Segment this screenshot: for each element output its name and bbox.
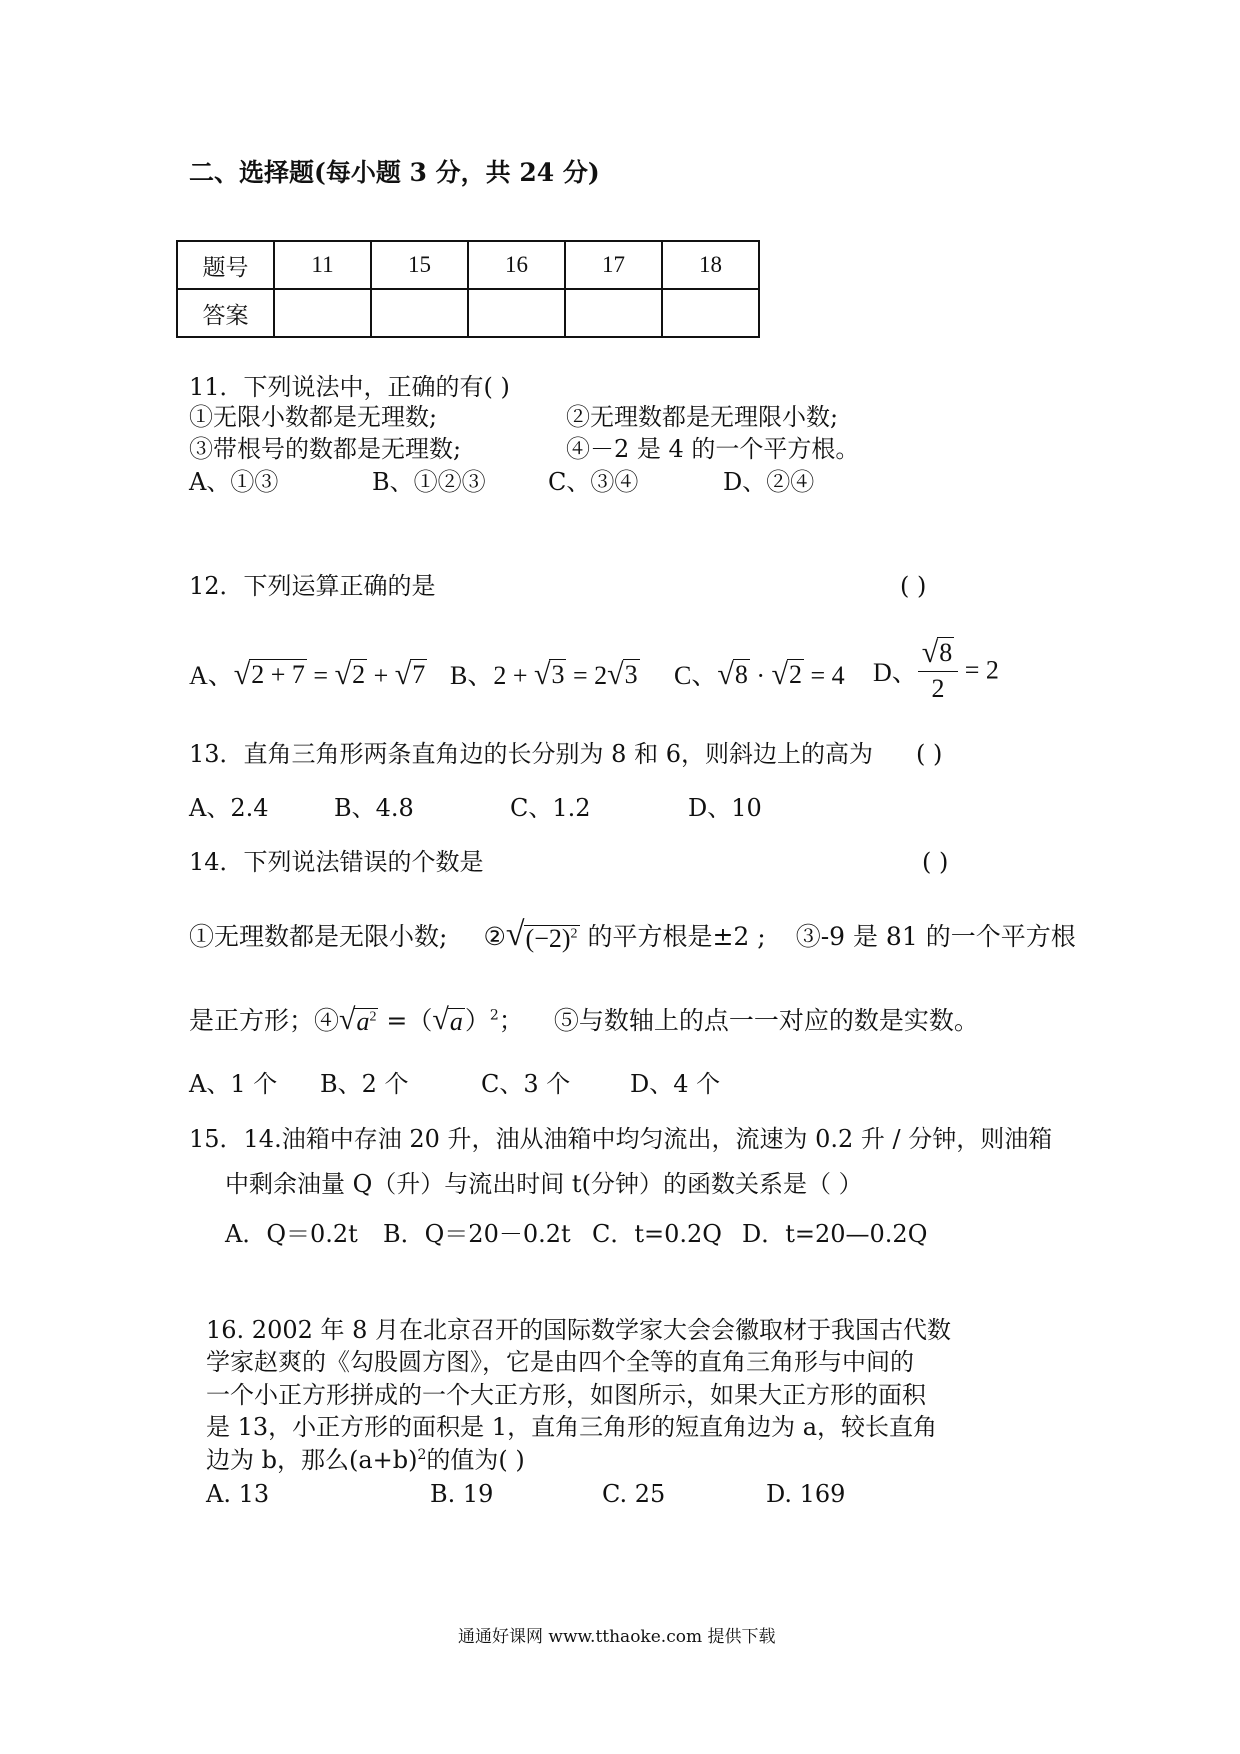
answer-cell[interactable] [565,289,662,337]
q16-line-3: 一个小正方形拼成的一个大正方形，如图所示，如果大正方形的面积 [206,1381,926,1409]
radicand-base: a [356,1007,370,1036]
q14-line-2-start: 是正方形；④ [189,1006,340,1035]
radicand: 7 [412,660,426,689]
radicand-base: (−2) [525,924,571,953]
q14-equals-paren: =（ [378,1006,433,1035]
option-label: C、 [674,661,718,690]
q15-line-1: 15．14.油箱中存油 20 升，油从油箱中均匀流出，流速为 0.2 升 / 分钟，则油箱 [189,1125,1053,1153]
q11-option-a: A、①③ [189,468,279,496]
q11-statement-1: ①无限小数都是无理数; [189,403,438,431]
answer-cell[interactable] [274,289,371,337]
radicand [354,1008,378,1035]
option-label: A、 [189,661,234,690]
table-cell: 16 [468,241,565,289]
q13-option-b: B、4.8 [334,794,414,822]
equals-sign: = [306,661,335,690]
q16-line-5-start: 边为 b，那么(a+b) [206,1446,418,1474]
exponent: 2 [570,926,578,942]
exponent: 2 [369,1009,377,1025]
q14-statement-3: ③-9 是 81 的一个平方根 [795,922,1076,951]
radicand: 8 [734,660,748,689]
q16-line-4: 是 13，小正方形的面积是 1，直角三角形的短直角边为 a，较长直角 [206,1413,938,1441]
q11-option-b: B、①②③ [372,468,486,496]
exponent: 2 [417,1447,427,1463]
q13-option-c: C、1.2 [510,794,591,822]
q11-statement-4: ④－2 是 4 的一个平方根。 [566,435,860,463]
plus-sign: + [367,661,395,690]
q12-stem: 12．下列运算正确的是 [189,572,436,600]
equals-sign: = 2 [958,655,999,685]
q14-answer-paren: ( ) [922,848,949,876]
q13-stem: 13．直角三角形两条直角边的长分别为 8 和 6，则斜边上的高为 [189,740,873,768]
q12-option-d [873,637,999,704]
radicand [448,1008,465,1035]
table-cell: 17 [565,241,662,289]
q12-option-a: A、 √ 2 + 7 = √ 2 + √ 7 [189,658,426,691]
table-row [177,241,759,289]
q14-statement-1: ①无理数都是无限小数; [189,922,448,951]
q14-statement-2-label: ② [483,922,506,951]
radicand: 2 [788,660,802,689]
q12-option-c: C、 √ 8 · √ 2 = 4 [674,658,845,691]
q14-semicolon: ； [498,1006,524,1035]
answer-cell[interactable] [371,289,468,337]
q16-option-c: C. 25 [602,1480,666,1508]
dot-operator: · [749,661,772,690]
q16-line-5 [206,1448,525,1472]
q14-option-c: C、3 个 [481,1070,571,1098]
q11-option-d: D、②④ [723,468,815,496]
fraction: √ 8 2 [918,637,958,704]
q14-statement-5: ⑤与数轴上的点一一对应的数是实数。 [553,1006,979,1035]
q16-option-a: A. 13 [206,1480,270,1508]
q15-option-b: B．Q＝20－0.2t [383,1220,571,1248]
q11-statement-3: ③带根号的数都是无理数; [189,435,462,463]
answer-table [176,240,760,338]
q14-close-paren: ） [464,1006,490,1035]
page-footer: 通通好课网 www.tthaoke.com 提供下载 [458,1627,776,1647]
radicand: 2 + 7 [251,660,305,689]
q15-option-d: D．t=20—0.2Q [742,1220,928,1248]
q11-statement-2: ②无理数都是无理限小数; [566,403,839,431]
exponent: 2 [489,1007,499,1024]
q14-option-a: A、1 个 [189,1070,278,1098]
q14-line-2: 是正方形；④ √ $a^2$ =（ √ a ）$^2$； ⑤与数轴上的点一一对应的数是实数。 [189,1003,979,1036]
term: 2 + [493,661,535,690]
q14-stem: 14．下列说法错误的个数是 [189,848,484,876]
answer-cell[interactable] [662,289,759,337]
table-cell: 11 [274,241,371,289]
q12-answer-paren: ( ) [900,572,927,600]
radicand [524,925,580,952]
equals-sign: = 4 [803,661,845,690]
q14-option-d: D、4 个 [630,1070,721,1098]
q13-option-a: A、2.4 [189,794,269,822]
q14-line-1: ①无理数都是无限小数; ② √ $(-2)^2$ 的平方根是±2 ; ③-9 是 81 的一个平方根 [189,916,1076,953]
option-label: D、 [873,658,918,687]
q16-line-2: 学家赵爽的《勾股圆方图》，它是由四个全等的直角三角形与中间的 [206,1348,914,1376]
equals-sign: = 2 [566,661,608,690]
q12-option-b: B、2 + √ 3 = 2 √ 3 [450,658,638,691]
q16-line-1: 16. 2002 年 8 月在北京召开的国际数学家大会会徽取材于我国古代数 [206,1316,952,1344]
q16-line-5-end: 的值为( ) [426,1446,525,1474]
denominator: 2 [931,674,945,703]
radicand-base: a [449,1007,463,1036]
table-cell: 15 [371,241,468,289]
radicand: 8 [939,638,953,667]
q14-statement-2-rest: 的平方根是±2 ; [579,922,766,951]
q11-stem: 11．下列说法中，正确的有( ) [189,373,510,401]
q15-option-a: A．Q＝0.2t [225,1220,358,1248]
table-cell: 18 [662,241,759,289]
answer-cell[interactable] [468,289,565,337]
q13-option-d: D、10 [688,794,762,822]
radicand: 3 [624,660,638,689]
section-title: 二、选择题(每小题 3 分，共 24 分) [189,158,600,187]
radicand: 2 [352,660,366,689]
q16-option-b: B. 19 [430,1480,494,1508]
q11-option-c: C、③④ [548,468,639,496]
table-cell: 答案 [177,289,274,337]
table-cell: 题号 [177,241,274,289]
table-row [177,289,759,337]
q15-line-2: 中剩余油量 Q（升）与流出时间 t(分钟）的函数关系是（ ） [225,1170,863,1198]
radicand: 3 [551,660,565,689]
q13-answer-paren: ( ) [916,740,943,768]
option-label: B、 [450,661,494,690]
q15-option-c: C．t=0.2Q [592,1220,722,1248]
q14-option-b: B、2 个 [320,1070,409,1098]
q16-option-d: D. 169 [766,1480,846,1508]
